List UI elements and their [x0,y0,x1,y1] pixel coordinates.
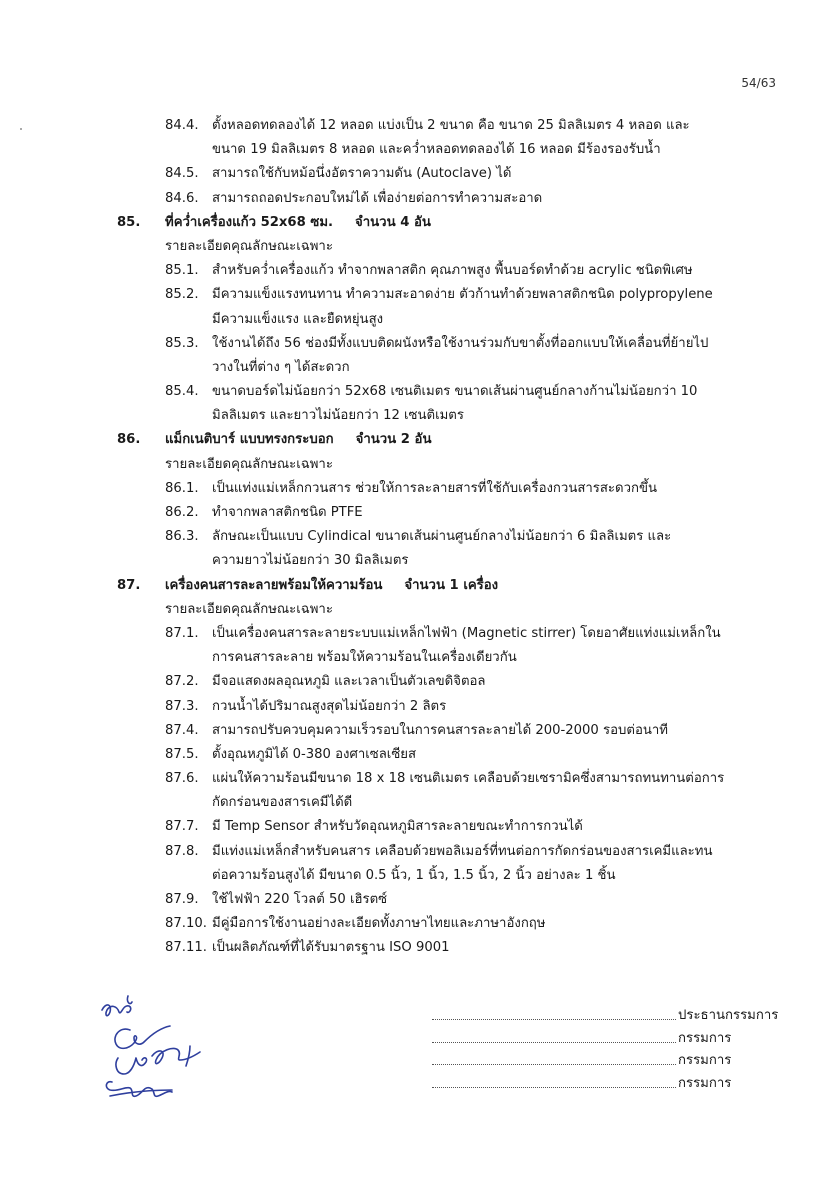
list-item-line [0,503,834,527]
spec-item-number: 85.2. [165,287,199,303]
spec-item-continuation: ขนาด 19 มิลลิเมตร 8 หลอด และคว่ำหลอดทดลองได้ 16 หลอด มีร้องรองรับน้ำ [212,142,661,158]
spec-item-text: สำหรับคว่ำเครื่องแก้ว ทำจากพลาสติก คุณภาพสูง พื้นบอร์ดทำด้วย acrylic ชนิดพิเศษ [212,263,693,279]
list-item-line [0,842,834,866]
section-quantity: จำนวน 2 อัน [355,432,432,448]
signature-row [432,1074,792,1097]
spec-item-text: กวนน้ำได้ปริมาณสูงสุดไม่น้อยกว่า 2 ลิตร [212,698,447,714]
list-item-line [0,817,834,841]
spec-item-number: 87.10. [165,916,207,932]
spec-item-number: 86.1. [165,480,199,496]
spec-item-continuation: มิลลิเมตร และยาวไม่น้อยกว่า 12 เซนติเมตร [212,408,464,424]
spec-item-text: สามารถปรับควบคุมความเร็วรอบในการคนสารละลายได้ 200-2000 รอบต่อนาที [212,722,668,738]
section-title-text: แม็กเนติบาร์ แบบทรงกระบอก [165,432,334,448]
signature-block [432,1006,792,1096]
spec-item-number: 85.4. [165,384,199,400]
list-item-line [0,310,834,334]
list-item-line [0,358,834,382]
spec-item-number: 84.4. [165,118,199,133]
section-quantity: จำนวน 1 เครื่อง [404,577,499,593]
list-item-line [0,890,834,914]
signature-dotted-line [432,1064,676,1065]
signature-row [432,1029,792,1052]
spec-item-text: มีความแข็งแรงทนทาน ทำความสะอาดง่าย ตัวก้านทำด้วยพลาสติกชนิด polypropylene [212,287,713,303]
spec-item-number: 84.5. [165,166,199,182]
spec-item-text: ตั้งอุณหภูมิได้ 0-380 องศาเซลเซียส [212,746,417,762]
spec-item-continuation: วางในที่ต่าง ๆ ได้สะดวก [212,359,350,375]
list-item-line [0,866,834,890]
signature-row [432,1006,792,1029]
spec-item-text: ตั้งหลอดทดลองได้ 12 หลอด แบ่งเป็น 2 ขนาด คือ ขนาด 25 มิลลิเมตร 4 หลอด และ [212,118,690,133]
spec-item-number: 87.11. [165,940,207,956]
section-title [165,213,431,233]
signature-role: ประธานกรรมการ [678,1008,779,1023]
section-description-row [0,600,834,624]
section-description: รายละเอียดคุณลักษณะเฉพาะ [165,601,333,617]
list-item-line [0,697,834,721]
signature-role: กรรมการ [678,1075,732,1091]
spec-item-number: 87.7. [165,819,199,835]
spec-item-continuation: การคนสารละลาย พร้อมให้ความร้อนในเครื่องเดียวกัน [212,650,517,666]
list-item-line [0,648,834,672]
section-heading [0,213,834,237]
spec-item-number: 86.3. [165,529,199,545]
list-item-line [0,793,834,817]
spec-item-continuation: ความยาวไม่น้อยกว่า 30 มิลลิเมตร [212,553,409,569]
list-item-line [0,527,834,551]
section-description: รายละเอียดคุณลักษณะเฉพาะ [165,456,333,472]
signature-dotted-line [432,1087,676,1088]
list-item-line [0,938,834,962]
spec-item-continuation: มีความแข็งแรง และยืดหยุ่นสูง [212,311,384,327]
spec-item-text: แผ่นให้ความร้อนมีขนาด 18 x 18 เซนติเมตร เคลือบด้วยเซรามิคซึ่งสามารถทนทานต่อการ [212,771,725,787]
spec-item-text: มี Temp Sensor สำหรับวัดอุณหภูมิสารละลายขณะทำการกวนได้ [212,819,583,835]
spec-item-number: 87.5. [165,746,199,762]
spec-item-text: ลักษณะเป็นแบบ Cylindical ขนาดเส้นผ่านศูนย์กลางไม่น้อยกว่า 6 มิลลิเมตร และ [212,529,672,545]
signature-row [432,1051,792,1074]
list-item-line [0,914,834,938]
spec-item-number: 87.4. [165,722,199,738]
spec-item-text: ขนาดบอร์ดไม่น้อยกว่า 52x68 เซนติเมตร ขนาดเส้นผ่านศูนย์กลางก้านไม่น้อยกว่า 10 [212,384,698,400]
section-number: 85. [117,214,141,230]
section-heading [0,430,834,454]
document-body [0,116,834,963]
spec-item-text: สามารถถอดประกอบใหม่ได้ เพื่อง่ายต่อการทำความสะอาด [212,190,543,206]
section-description-row [0,455,834,479]
spec-item-text: เป็นเครื่องคนสารละลายระบบแม่เหล็กไฟฟ้า (Magnetic stirrer) โดยอาศัยแท่งแม่เหล็กใน [212,625,721,641]
spec-item-number: 87.8. [165,843,199,859]
spec-item-number: 86.2. [165,505,199,520]
spec-item-number: 87.3. [165,698,199,714]
list-item-line [0,721,834,745]
spec-item-number: 87.9. [165,892,199,907]
signature-role: กรรมการ [678,1053,732,1068]
section-number: 86. [117,432,141,448]
section-title-text: เครื่องคนสารละลายพร้อมให้ความร้อน [165,577,383,593]
spec-item-number: 87.1. [165,625,199,641]
list-item-line [0,624,834,648]
spec-item-number: 87.6. [165,771,199,787]
list-item-line [0,672,834,696]
list-item-line [0,334,834,358]
signature-dotted-line [432,1042,676,1043]
list-item-line [0,382,834,406]
section-title-text: ที่คว่ำเครื่องแก้ว 52x68 ซม. [165,214,334,230]
list-item-line [0,116,834,140]
spec-item-text: เป็นแท่งแม่เหล็กกวนสาร ช่วยให้การละลายสารที่ใช้กับเครื่องกวนสารสะดวกขึ้น [212,480,657,496]
section-title [165,576,498,596]
spec-item-text: สามารถใช้กับหม้อนึ่งอัตราความดัน (Autoclave) ได้ [212,166,512,182]
list-item-line [0,285,834,309]
section-description-row [0,237,834,261]
section-title [165,430,431,450]
spec-item-text: มีแท่งแม่เหล็กสำหรับคนสาร เคลือบด้วยพอลิเมอร์ที่ทนต่อการกัดกร่อนของสารเคมีและทน [212,843,713,859]
list-item-line [0,140,834,164]
spec-item-text: เป็นผลิตภัณฑ์ที่ได้รับมาตรฐาน ISO 9001 [212,940,450,956]
list-item-line [0,406,834,430]
spec-item-text: ทำจากพลาสติกชนิด PTFE [212,505,363,520]
section-heading [0,576,834,600]
list-item-line [0,164,834,188]
spec-item-number: 85.1. [165,263,199,279]
page-number: 54/63 [741,76,776,90]
spec-item-continuation: กัดกร่อนของสารเคมีได้ดี [212,795,353,811]
spec-item-number: 85.3. [165,335,199,351]
list-item-line [0,551,834,575]
list-item-line [0,189,834,213]
list-item-line [0,479,834,503]
spec-item-continuation: ต่อความร้อนสูงได้ มีขนาด 0.5 นิ้ว, 1 นิ้ว, 1.5 นิ้ว, 2 นิ้ว อย่างละ 1 ชิ้น [212,867,616,883]
list-item-line [0,745,834,769]
section-description: รายละเอียดคุณลักษณะเฉพาะ [165,238,333,254]
section-number: 87. [117,577,141,593]
list-item-line [0,261,834,285]
spec-item-number: 84.6. [165,190,199,206]
signature-role: กรรมการ [678,1030,732,1046]
section-quantity: จำนวน 4 อัน [355,214,431,230]
spec-item-text: ใช้ไฟฟ้า 220 โวลต์ 50 เฮิรตซ์ [212,892,388,907]
spec-item-text: มีคู่มือการใช้งานอย่างละเอียดทั้งภาษาไทยและภาษาอังกฤษ [212,916,546,932]
handwritten-signatures [40,986,240,1106]
spec-item-text: มีจอแสดงผลอุณหภูมิ และเวลาเป็นตัวเลขดิจิตอล [212,674,486,690]
signature-dotted-line [432,1019,676,1020]
list-item-line [0,769,834,793]
spec-item-text: ใช้งานได้ถึง 56 ช่องมีทั้งแบบติดผนังหรือใช้งานร่วมกับขาตั้งที่ออกแบบให้เคลื่อนที่ย้ายไป [212,335,709,351]
spec-item-number: 87.2. [165,674,199,690]
